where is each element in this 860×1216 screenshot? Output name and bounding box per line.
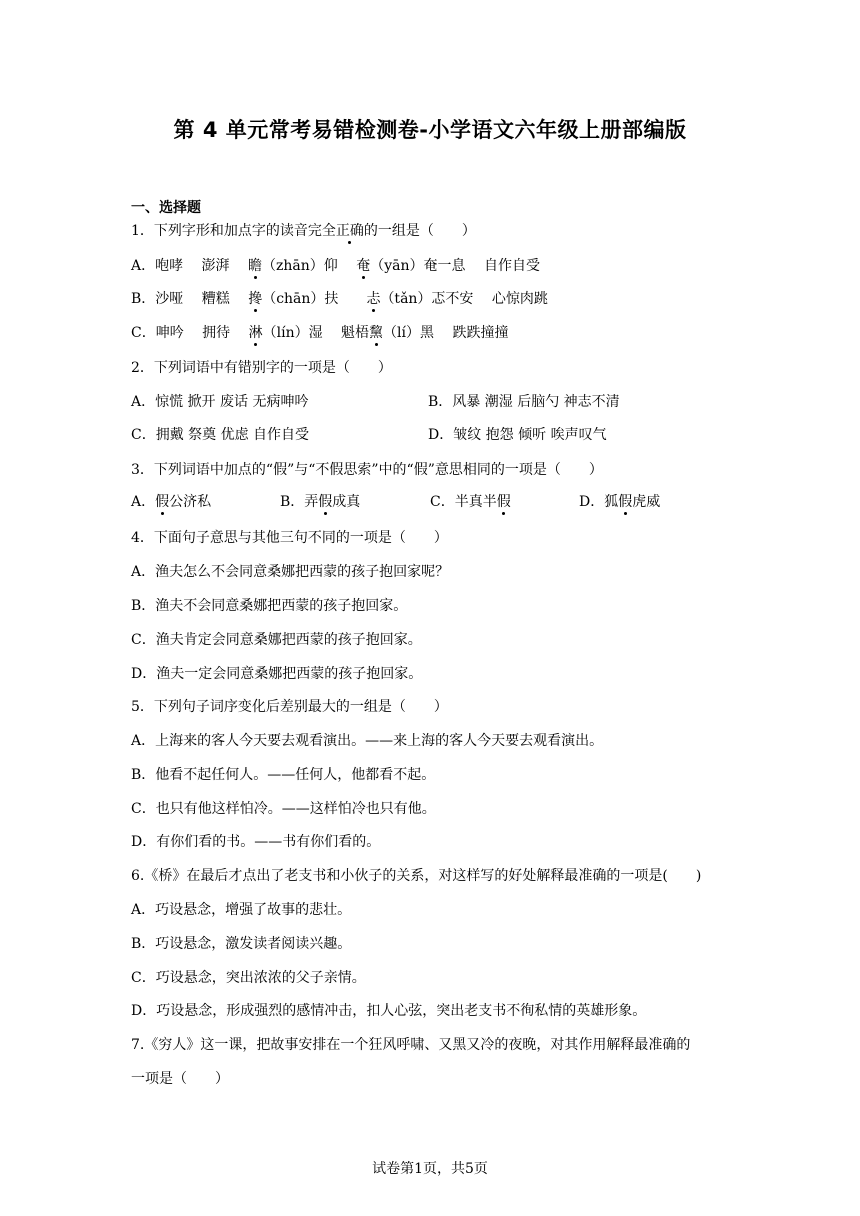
q1-stem-dotted: 正确 [335,223,364,239]
question-2-option-c: C．拥戴 祭奠 优虑 自作自受 [131,427,310,443]
question-2-stem: 2．下列词语中有错别字的一项是（ ） [131,360,392,376]
q3-b-dotted: 假 [318,494,333,510]
question-4-option-d: D．渔夫一定会同意桑娜把西蒙的孩子抱回家。 [131,666,423,682]
question-5-option-b: B．他看不起任何人。——任何人，他都看不起。 [131,767,436,783]
question-6-option-d: D．巧设悬念，形成强烈的感情冲击，扣人心弦，突出老支书不徇私情的英雄形象。 [131,1003,647,1019]
question-6-option-c: C．巧设悬念，突出浓浓的父子亲情。 [131,970,366,986]
q1-c-rest-1: （lín）湿 魁梧 [262,325,370,341]
q1-b-rest-2: （tǎn）忑不安 心惊肉跳 [380,291,548,307]
q3-a-dotted: 假 [155,494,170,510]
q1-c-label: C．呻吟 拥待 [131,325,249,341]
question-3-option-b [280,492,360,512]
q1-c-rest-2: （lí）黑 跌跌撞撞 [383,325,509,341]
question-6-option-a: A．巧设悬念，增强了故事的悲壮。 [131,902,352,918]
question-2-option-b: B．风暴 潮湿 后脑勺 神志不清 [428,394,620,410]
question-3-stem: 3．下列词语中加点的“假”与“不假思索”中的“假”意思相同的一项是（ ） [131,462,603,478]
question-7-stem-line-1: 7.《穷人》这一课，把故事安排在一个狂风呼啸、又黑又冷的夜晚，对其作用解释最准确的 [131,1037,691,1053]
q1-a-dotted-1: 瞻 [248,258,263,274]
question-4-option-c: C．渔夫肯定会同意桑娜把西蒙的孩子抱回家。 [131,632,422,648]
question-1-stem [131,221,476,241]
question-3-option-a [131,492,211,512]
q1-c-dotted-2: 黧 [369,325,384,341]
q3-c-pre: C．半真半 [430,494,497,510]
question-1-option-c [131,323,508,343]
q3-d-dotted: 假 [618,494,633,510]
question-5-option-c: C．也只有他这样怕冷。——这样怕冷也只有他。 [131,801,436,817]
q1-b-rest-1: （chān）扶 [262,291,367,307]
q3-d-pre: D．狐 [579,494,619,510]
q3-a-pre: A． [131,494,156,510]
q1-stem-post: 的一组是（ ） [363,223,476,239]
q1-b-label: B．沙哑 糟糕 [131,291,249,307]
q3-a-post: 公济私 [169,494,212,510]
question-2-option-a: A．惊慌 掀开 废话 无病呻吟 [131,394,309,410]
question-3-option-d [579,492,660,512]
question-4-option-a: A．渔夫怎么不会同意桑娜把西蒙的孩子抱回家呢？ [131,564,450,580]
question-3-option-c [430,492,511,512]
q1-a-rest-1: （zhān）仰 [262,258,357,274]
question-6-stem: 6.《桥》在最后才点出了老支书和小伙子的关系，对这样写的好处解释最准确的一项是( ) [131,868,702,884]
q3-b-pre: B．弄 [280,494,319,510]
question-7-stem-line-2: 一项是（ ） [131,1071,229,1087]
question-5-option-a: A．上海来的客人今天要去观看演出。——来上海的客人今天要去观看演出。 [131,733,604,749]
question-2-option-d: D．皱纹 抱怨 倾听 唉声叹气 [428,427,607,443]
q1-a-dotted-2: 奄 [356,258,371,274]
q1-a-label: A．咆哮 澎湃 [131,258,249,274]
question-1-option-b [131,289,548,309]
q1-stem-pre: 1．下列字形和加点字的读音完全 [131,223,336,239]
page-title: 第 4 单元常考易错检测卷-小学语文六年级上册部编版 [173,118,687,142]
page-footer: 试卷第1页，共5页 [372,1161,488,1177]
q3-d-post: 虎威 [632,494,661,510]
question-4-stem: 4．下面句子意思与其他三句不同的一项是（ ） [131,530,448,546]
q1-b-dotted-1: 搀 [248,291,263,307]
section-heading: 一、选择题 [131,200,201,216]
q3-b-post: 成真 [332,494,361,510]
question-4-option-b: B．渔夫不会同意桑娜把西蒙的孩子抱回家。 [131,598,408,614]
question-5-stem: 5．下列句子词序变化后差别最大的一组是（ ） [131,699,448,715]
q1-a-rest-2: （yān）奄一息 自作自受 [370,258,540,274]
q1-b-dotted-2: 忐 [366,291,381,307]
question-1-option-a [131,256,540,276]
q1-c-dotted-1: 淋 [248,325,263,341]
question-5-option-d: D．有你们看的书。——书有你们看的。 [131,834,381,850]
q3-c-dotted: 假 [496,494,511,510]
question-6-option-b: B．巧设悬念，激发读者阅读兴趣。 [131,936,352,952]
